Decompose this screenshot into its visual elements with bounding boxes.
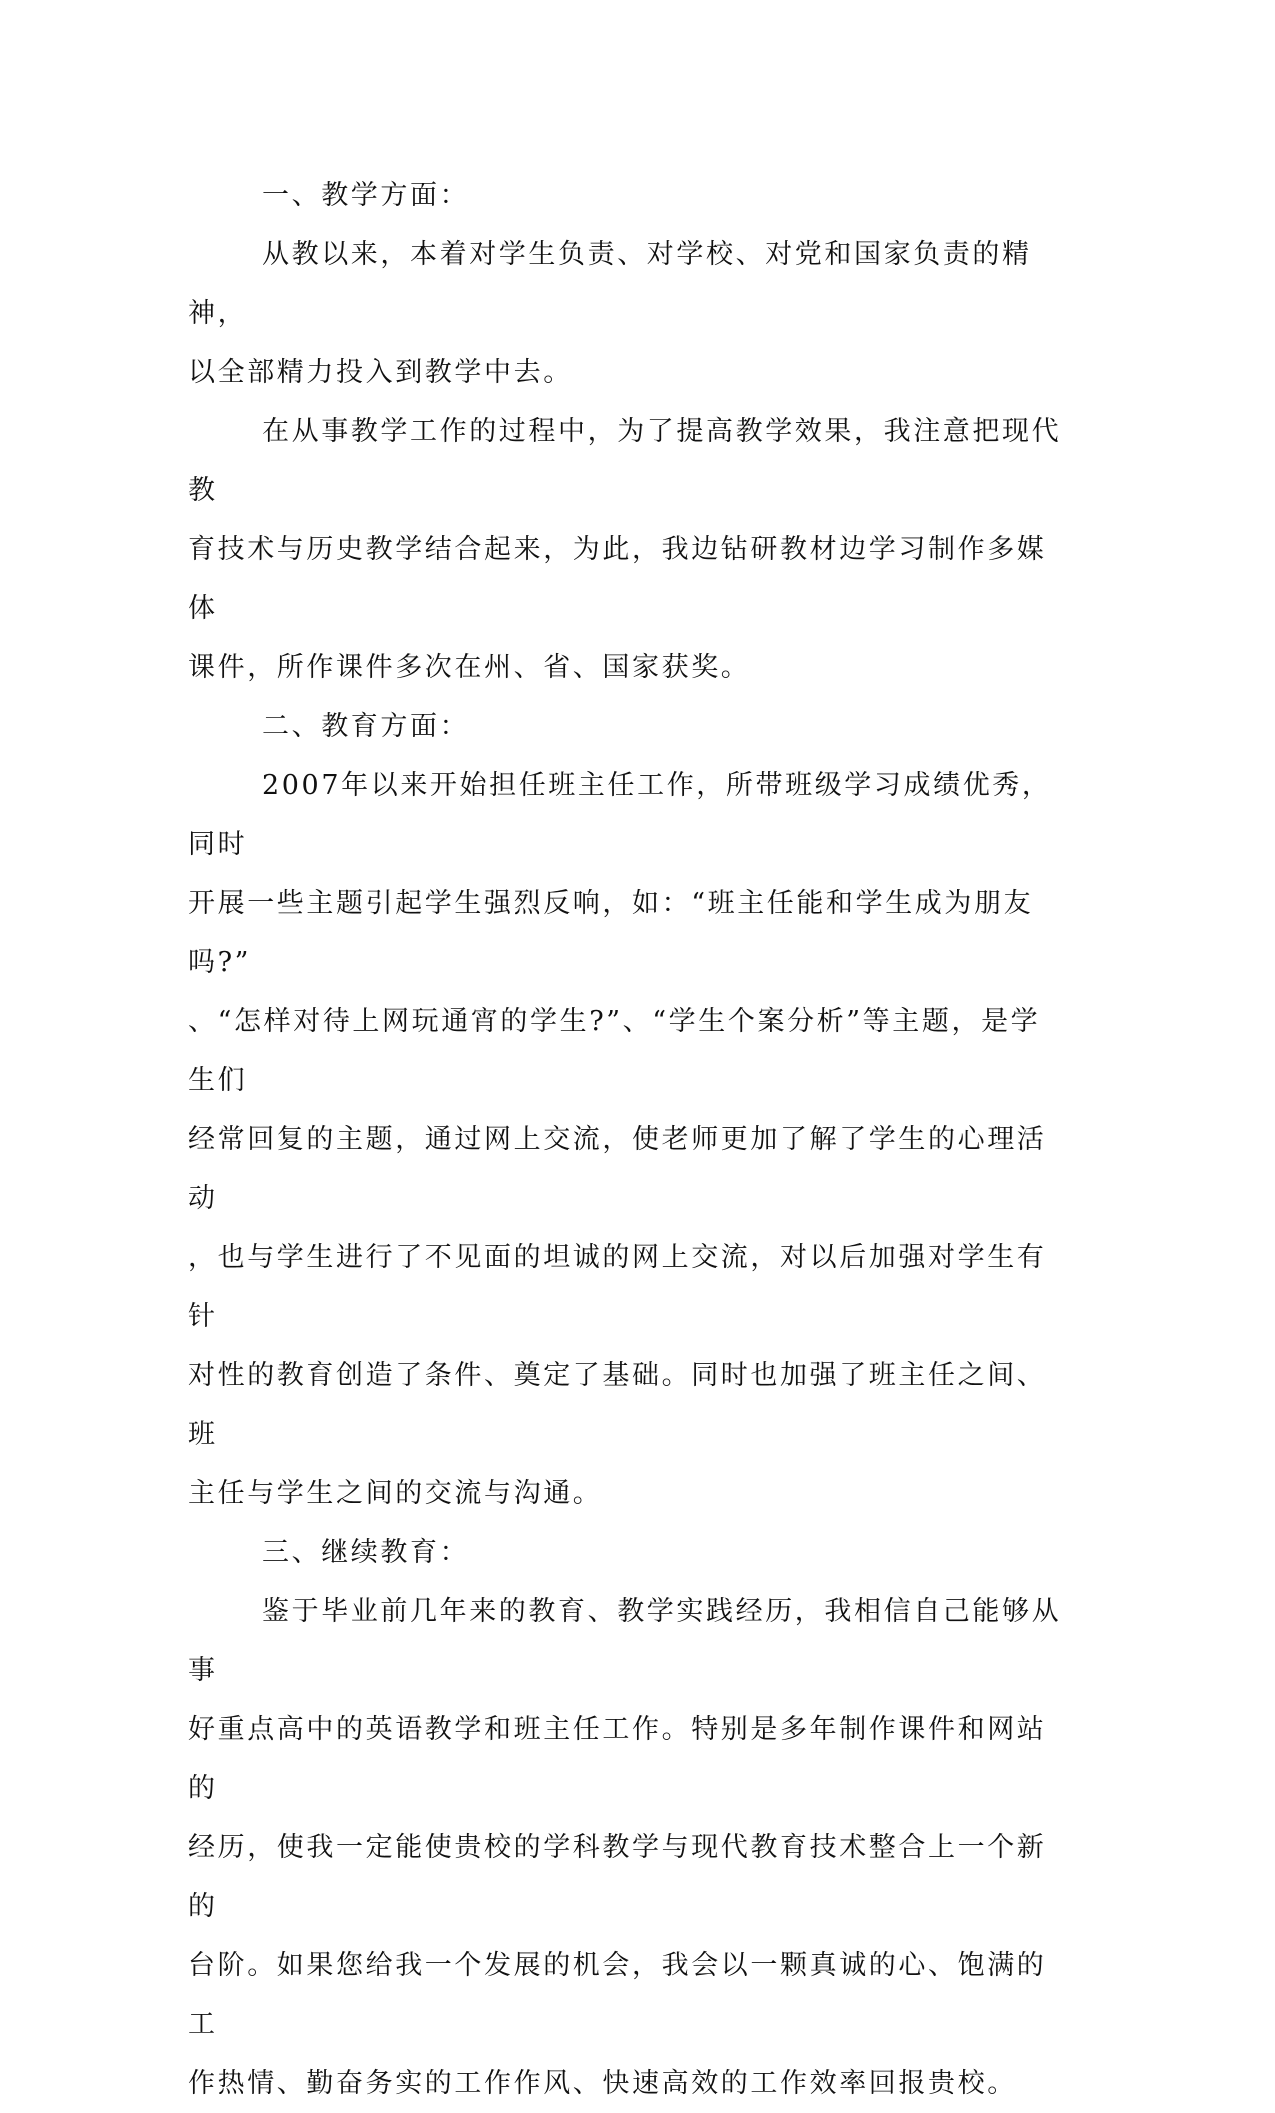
heading-continuing-education: 三、继续教育： [262, 1537, 470, 1568]
paragraph-closing: 鉴于毕业前几年来的教育、教学实践经历，我相信自己能够从事 好重点高中的英语教学和班主任工作。特别是多年制作课件和网站的 经历，使我一定能使贵校的学科教学与现代教育技术整合上一个新的 台阶。如果您给我一个发展的机会，我会以一颗真诚的心、饱满的工 作热情、勤奋务实的工作作风、快速高效的工作效率回报贵校。 [188, 1596, 1062, 2099]
heading-teaching: 一、教学方面： [262, 180, 470, 211]
paragraph-head-teacher: 2007年以来开始担任班主任工作，所带班级学习成绩优秀，同时 开展一些主题引起学生强烈反响，如：“班主任能和学生成为朋友吗?” 、“怎样对待上网玩通宵的学生?”、“学生个案分析”等主题，是学生们 经常回复的主题，通过网上交流，使老师更加了解了学生的心理活动 ，也与学生进行了不见面的坦诚的网上交流，对以后加强对学生有针 对性的教育创造了条件、奠定了基础。同时也加强了班主任之间、班 主任与学生之间的交流与沟通。 [188, 770, 1052, 1509]
paragraph-teaching-multimedia: 在从事教学工作的过程中，为了提高教学效果，我注意把现代教 育技术与历史教学结合起来，为此，我边钻研教材边学习制作多媒体 课件，所作课件多次在州、省、国家获奖。 [188, 416, 1062, 683]
heading-education: 二、教育方面： [262, 711, 470, 742]
paragraph-teaching-attitude: 从教以来，本着对学生负责、对学校、对党和国家负责的精神， 以全部精力投入到教学中去。 [188, 239, 1032, 388]
document-body [188, 166, 1068, 2113]
